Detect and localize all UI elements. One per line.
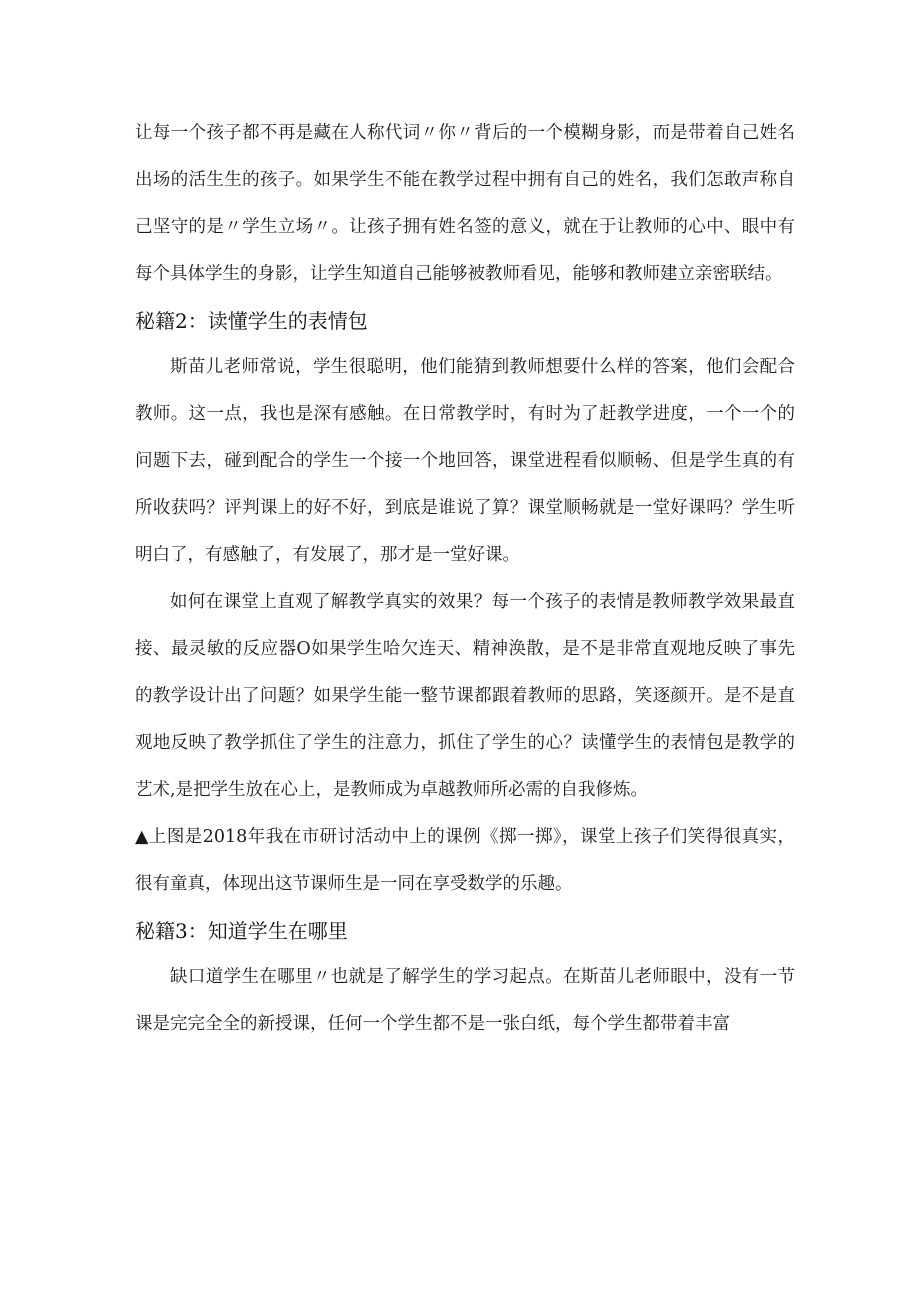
- paragraph-student-expressions: 如何在课堂上直观了解教学真实的效果？每一个孩子的表情是教师教学效果最直接、最灵敏的反应器O如果学生哈欠连天、精神涣散，是不是非常直观地反映了事先的教学设计出了问题？如果学生能一整节课都跟着教师的思路，笑逐颜开。是不是直观地反映了教学抓住了学生的注意力，抓住了学生的心？读懂学生的表情包是教学的艺术,是把学生放在心上，是教师成为卓越教师所必需的自我修炼。: [135, 592, 795, 800]
- heading-secret-2: 秘籍2：读懂学生的表情包: [135, 309, 368, 333]
- paragraph-photo-caption: ▲上图是2018年我在市研讨活动中上的课例《掷一掷》，课堂上孩子们笑得很真实，很有童真，体现出这节课师生是一同在享受数学的乐趣。: [135, 827, 795, 894]
- heading-secret-3: 秘籍3：知道学生在哪里: [135, 919, 348, 943]
- paragraph-where-students-are: 缺口道学生在哪里〃也就是了解学生的学习起点。在斯苗儿老师眼中，没有一节课是完完全全的新授课，任何一个学生都不是一张白纸，每个学生都带着丰富: [135, 967, 795, 1034]
- document-body: [135, 110, 795, 1048]
- paragraph-name-tag-meaning: 让每一个孩子都不再是藏在人称代词〃你〃背后的一个模糊身影，而是带着自己姓名出场的活生生的孩子。如果学生不能在教学过程中拥有自己的姓名，我们怎敢声称自己坚守的是〃学生立场〃。让孩子拥有姓名签的意义，就在于让教师的心中、眼中有每个具体学生的身影，让学生知道自己能够被教师看见，能够和教师建立亲密联结。: [135, 123, 795, 284]
- paragraph-smart-students: 斯苗儿老师常说，学生很聪明，他们能猜到教师想要什么样的答案，他们会配合教师。这一点，我也是深有感触。在日常教学时，有时为了赶教学进度，一个一个的问题下去，碰到配合的学生一个接一个地回答，课堂进程看似顺畅、但是学生真的有所收获吗？评判课上的好不好，到底是谁说了算？课堂顺畅就是一堂好课吗？学生听明白了，有感触了，有发展了，那才是一堂好课。: [135, 357, 795, 565]
